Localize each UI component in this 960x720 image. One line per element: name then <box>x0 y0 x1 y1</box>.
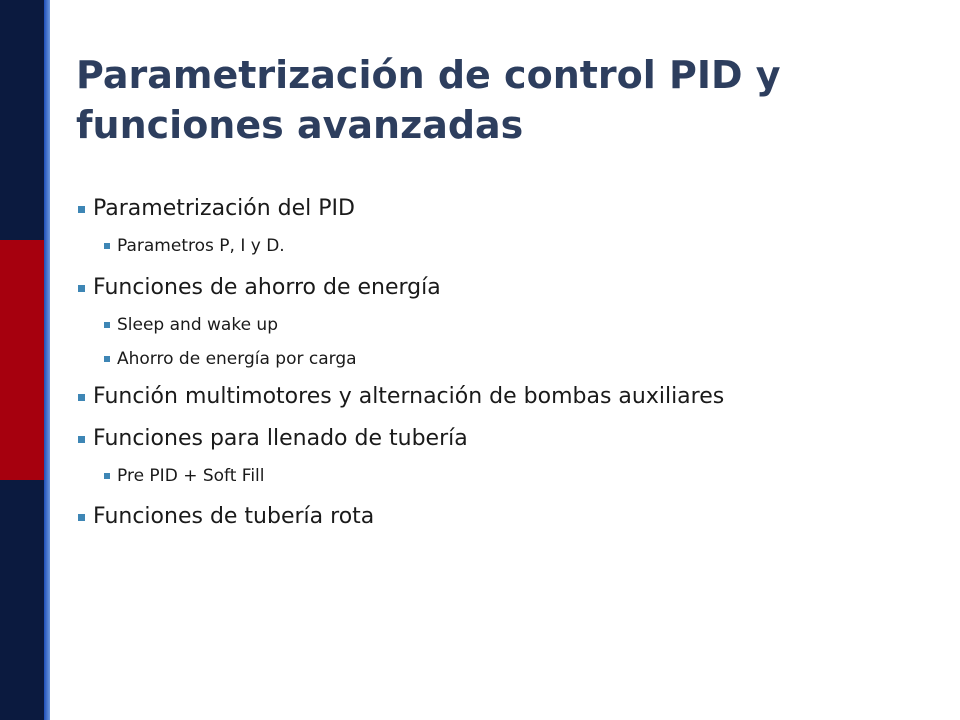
bullet-text: Funciones de ahorro de energía <box>93 275 441 300</box>
square-bullet-icon <box>104 356 110 362</box>
sub-bullet-item <box>76 313 936 337</box>
slide-title: Parametrización de control PID y funciones avanzadas <box>76 53 781 147</box>
bullet-item <box>76 273 936 303</box>
bullet-text: Ahorro de energía por carga <box>117 349 357 369</box>
square-bullet-icon <box>78 436 85 443</box>
sidebar-red-middle <box>0 240 44 480</box>
bullet-text: Parametrización del PID <box>93 196 355 221</box>
square-bullet-icon <box>78 206 85 213</box>
bullet-text: Sleep and wake up <box>117 315 279 335</box>
sub-bullet-item <box>76 234 936 258</box>
square-bullet-icon <box>78 514 85 521</box>
bullet-text: Parametros P, I y D. <box>117 236 285 256</box>
sub-bullet-item <box>76 464 936 488</box>
sidebar-navy-top <box>0 0 44 240</box>
bullet-item <box>76 502 936 532</box>
sub-bullet-item <box>76 347 936 371</box>
bullet-text: Función multimotores y alternación de bombas auxiliares <box>93 384 725 409</box>
sidebar-navy-bottom <box>0 480 44 720</box>
square-bullet-icon <box>78 285 85 292</box>
bullet-item <box>76 424 936 454</box>
square-bullet-icon <box>104 473 110 479</box>
bullet-item <box>76 194 936 224</box>
bullet-text: Funciones para llenado de tubería <box>93 426 468 451</box>
bullet-text: Pre PID + Soft Fill <box>117 466 265 486</box>
square-bullet-icon <box>104 322 110 328</box>
sidebar-blue-stripe <box>44 0 50 720</box>
bullet-item <box>76 382 936 412</box>
square-bullet-icon <box>104 243 110 249</box>
bullet-text: Funciones de tubería rota <box>93 504 375 529</box>
bullet-list <box>76 194 936 532</box>
decorative-sidebar <box>0 0 44 720</box>
square-bullet-icon <box>78 394 85 401</box>
